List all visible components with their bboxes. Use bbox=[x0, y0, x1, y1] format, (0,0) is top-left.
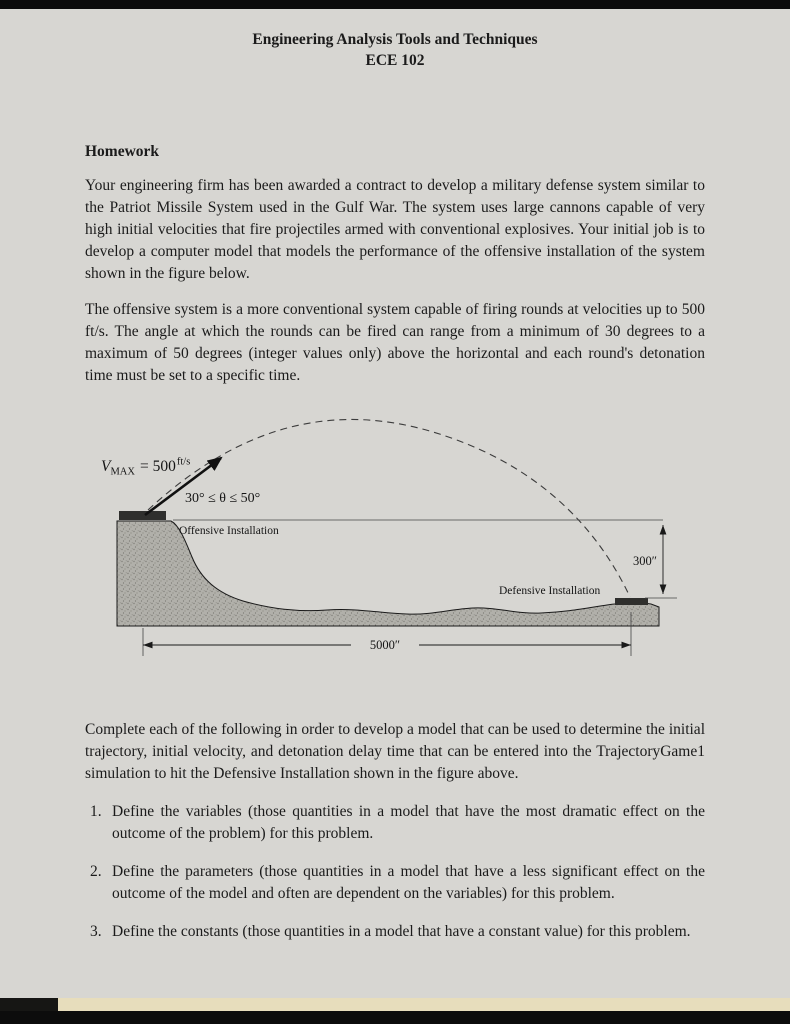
homework-heading: Homework bbox=[85, 143, 160, 160]
document-header bbox=[85, 29, 705, 71]
paragraph-instructions: Complete each of the following in order to develop a model that can be used to determine the initial trajectory, initial velocity, and detonation delay time that can be entered into the TrajectoryGame1 simulation to hit the Defensive Installation shown in the figure above. bbox=[85, 721, 705, 782]
height-dimension-label: 300″ bbox=[633, 554, 657, 568]
figure-canvas bbox=[85, 401, 705, 673]
paragraph-intro: Your engineering firm has been awarded a contract to develop a military defense system similar to the Patriot Missile System used in the Gulf War. The system uses large cannons capable of very high initial velocities that fire projectiles armed with conventional explosives. Your initial job is to develop a computer model that models the performance of the offensive installation of the system shown in the figure below. bbox=[85, 177, 705, 282]
offensive-installation-label: Offensive Installation bbox=[179, 525, 279, 537]
item-text: Define the constants (those quantities in a model that have a constant value) for this problem. bbox=[112, 923, 691, 940]
angle-range-label: 30° ≤ θ ≤ 50° bbox=[185, 491, 261, 506]
scan-edge-top bbox=[0, 0, 790, 9]
list-item bbox=[85, 861, 705, 905]
course-code: ECE 102 bbox=[365, 52, 425, 69]
trajectory-figure bbox=[85, 401, 705, 673]
item-number: 2. bbox=[90, 863, 102, 880]
task-list bbox=[85, 801, 705, 943]
defensive-installation-block bbox=[615, 598, 648, 605]
document-page bbox=[0, 9, 790, 998]
vmax-units: ft/s bbox=[176, 456, 191, 468]
vmax-symbol: V bbox=[101, 458, 111, 475]
scan-edge-bottom bbox=[0, 1011, 790, 1024]
vmax-value: = 500 bbox=[139, 458, 176, 475]
item-text: Define the parameters (those quantities in a model that have a less significant effect on the outcome of the model and often are dependent on the variables) for this problem. bbox=[112, 863, 705, 902]
scan-edge-bottom-paper bbox=[58, 998, 790, 1011]
course-title: Engineering Analysis Tools and Techniques bbox=[252, 31, 538, 48]
trajectory-dashed-path bbox=[148, 419, 630, 597]
item-number: 1. bbox=[90, 803, 102, 820]
list-item bbox=[85, 921, 705, 943]
defensive-installation-label: Defensive Installation bbox=[499, 585, 601, 597]
paragraph-offensive-system: The offensive system is a more conventional system capable of firing rounds at velocities up to 500 ft/s. The angle at which the rounds can be fired can range from a minimum of 30 degrees to a maximum of 50 degrees (integer values only) above the horizontal and each round's detonation time must be set to a specific time. bbox=[85, 301, 705, 384]
offensive-installation-block bbox=[119, 511, 166, 520]
vmax-label bbox=[101, 457, 190, 478]
item-number: 3. bbox=[90, 923, 102, 940]
item-text: Define the variables (those quantities in a model that have the most dramatic effect on the outcome of the problem) for this problem. bbox=[112, 803, 705, 842]
range-dimension-label: 5000″ bbox=[369, 638, 401, 652]
list-item bbox=[85, 801, 705, 845]
vmax-subscript: MAX bbox=[110, 466, 135, 478]
